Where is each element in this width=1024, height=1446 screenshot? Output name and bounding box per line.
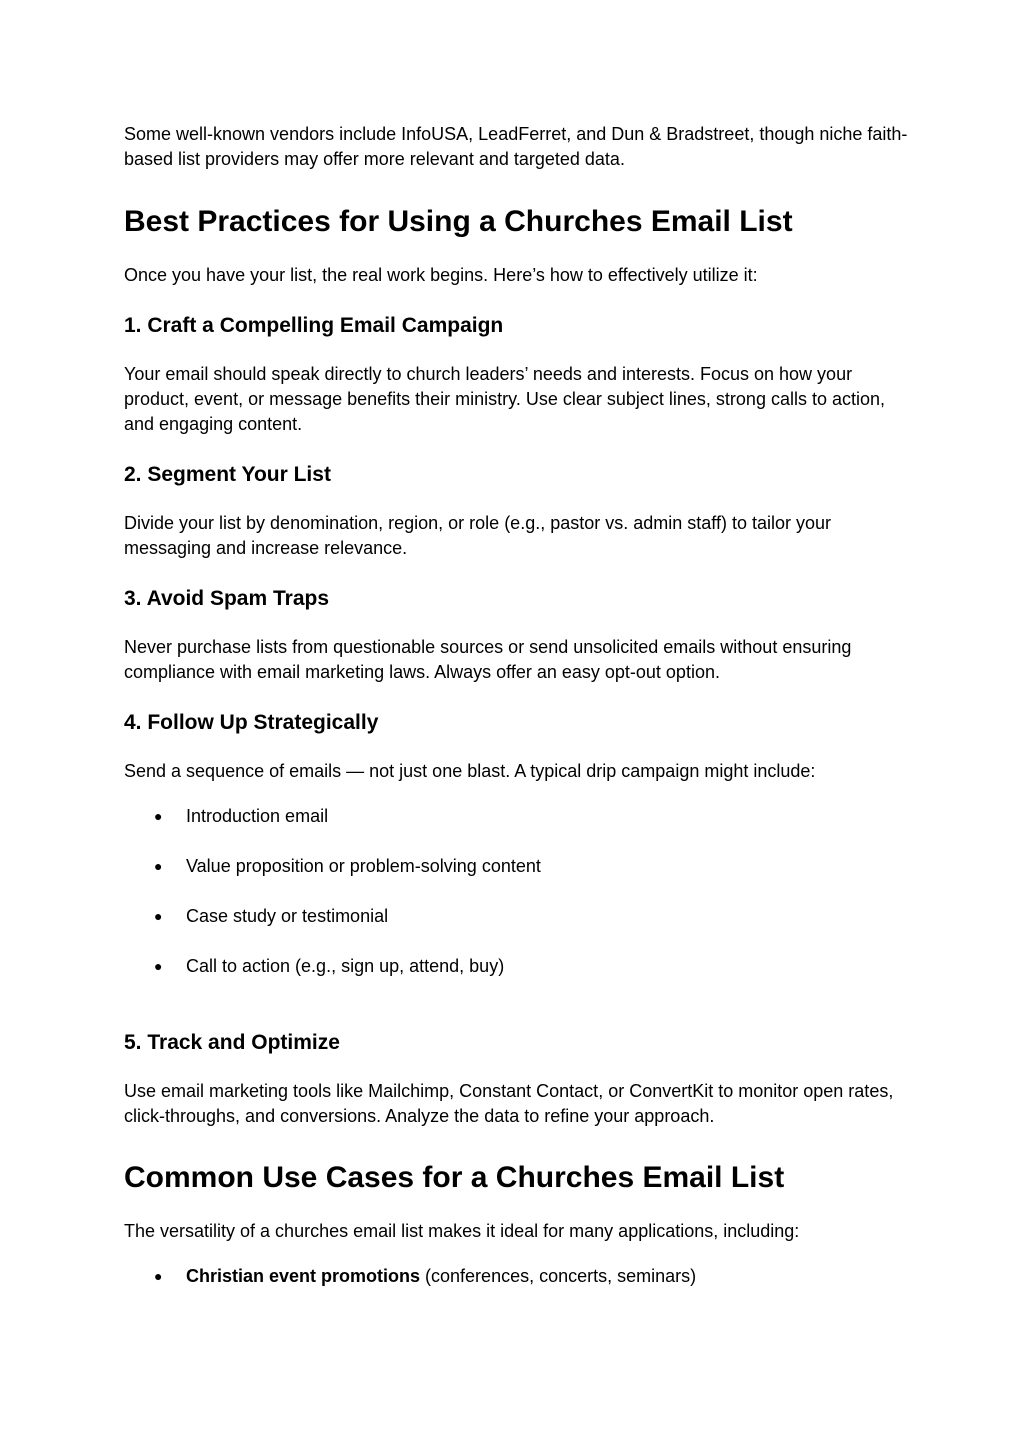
list-item-text: Introduction email — [186, 806, 329, 826]
list-item-text: Value proposition or problem-solving content — [186, 856, 541, 876]
section-3-body: Never purchase lists from questionable sources or send unsolicited emails without ensuring compliance with email marketing laws. Always offer an easy opt-out option. — [124, 637, 852, 682]
section-2-heading: 2. Segment Your List — [124, 463, 331, 486]
section-3-heading: 3. Avoid Spam Traps — [124, 587, 330, 610]
list-item-rest: (conferences, concerts, seminars) — [420, 1266, 697, 1286]
list-item-text: Call to action (e.g., sign up, attend, buy) — [186, 956, 505, 976]
bullet-icon: ● — [154, 958, 163, 974]
list-item-text: Case study or testimonial — [186, 906, 389, 926]
section-4-body: Send a sequence of emails — not just one blast. A typical drip campaign might include: — [124, 761, 816, 781]
section-5-body: Use email marketing tools like Mailchimp, Constant Contact, or ConvertKit to monitor open rates, click-throughs, and conversions. Analyze the data to refine your approach. — [124, 1081, 894, 1126]
list-item-bold: Christian event promotions — [186, 1266, 421, 1286]
section-1-body: Your email should speak directly to church leaders’ needs and interests. Focus on how your product, event, or message benefits their ministry. Use clear subject lines, strong calls to action, and engaging content. — [124, 364, 886, 434]
vendors-paragraph: Some well-known vendors include InfoUSA, LeadFerret, and Dun & Bradstreet, though niche faith-based list providers may offer more relevant and targeted data. — [124, 124, 908, 169]
best-practices-heading: Best Practices for Using a Churches Email List — [124, 205, 793, 238]
list-item-text — [186, 1264, 696, 1289]
section-5-heading: 5. Track and Optimize — [124, 1031, 340, 1054]
best-practices-lead: Once you have your list, the real work begins. Here’s how to effectively utilize it: — [124, 265, 758, 285]
bullet-icon: ● — [154, 908, 163, 924]
bullet-icon: ● — [154, 808, 163, 824]
section-4-heading: 4. Follow Up Strategically — [124, 711, 379, 734]
section-2-body: Divide your list by denomination, region, or role (e.g., pastor vs. admin staff) to tailor your messaging and increase relevance. — [124, 513, 831, 558]
bullet-icon: ● — [154, 858, 163, 874]
bullet-icon: ● — [154, 1268, 163, 1284]
use-cases-lead: The versatility of a churches email list makes it ideal for many applications, including: — [124, 1221, 800, 1241]
use-cases-heading: Common Use Cases for a Churches Email List — [124, 1161, 785, 1194]
section-1-heading: 1. Craft a Compelling Email Campaign — [124, 314, 504, 337]
